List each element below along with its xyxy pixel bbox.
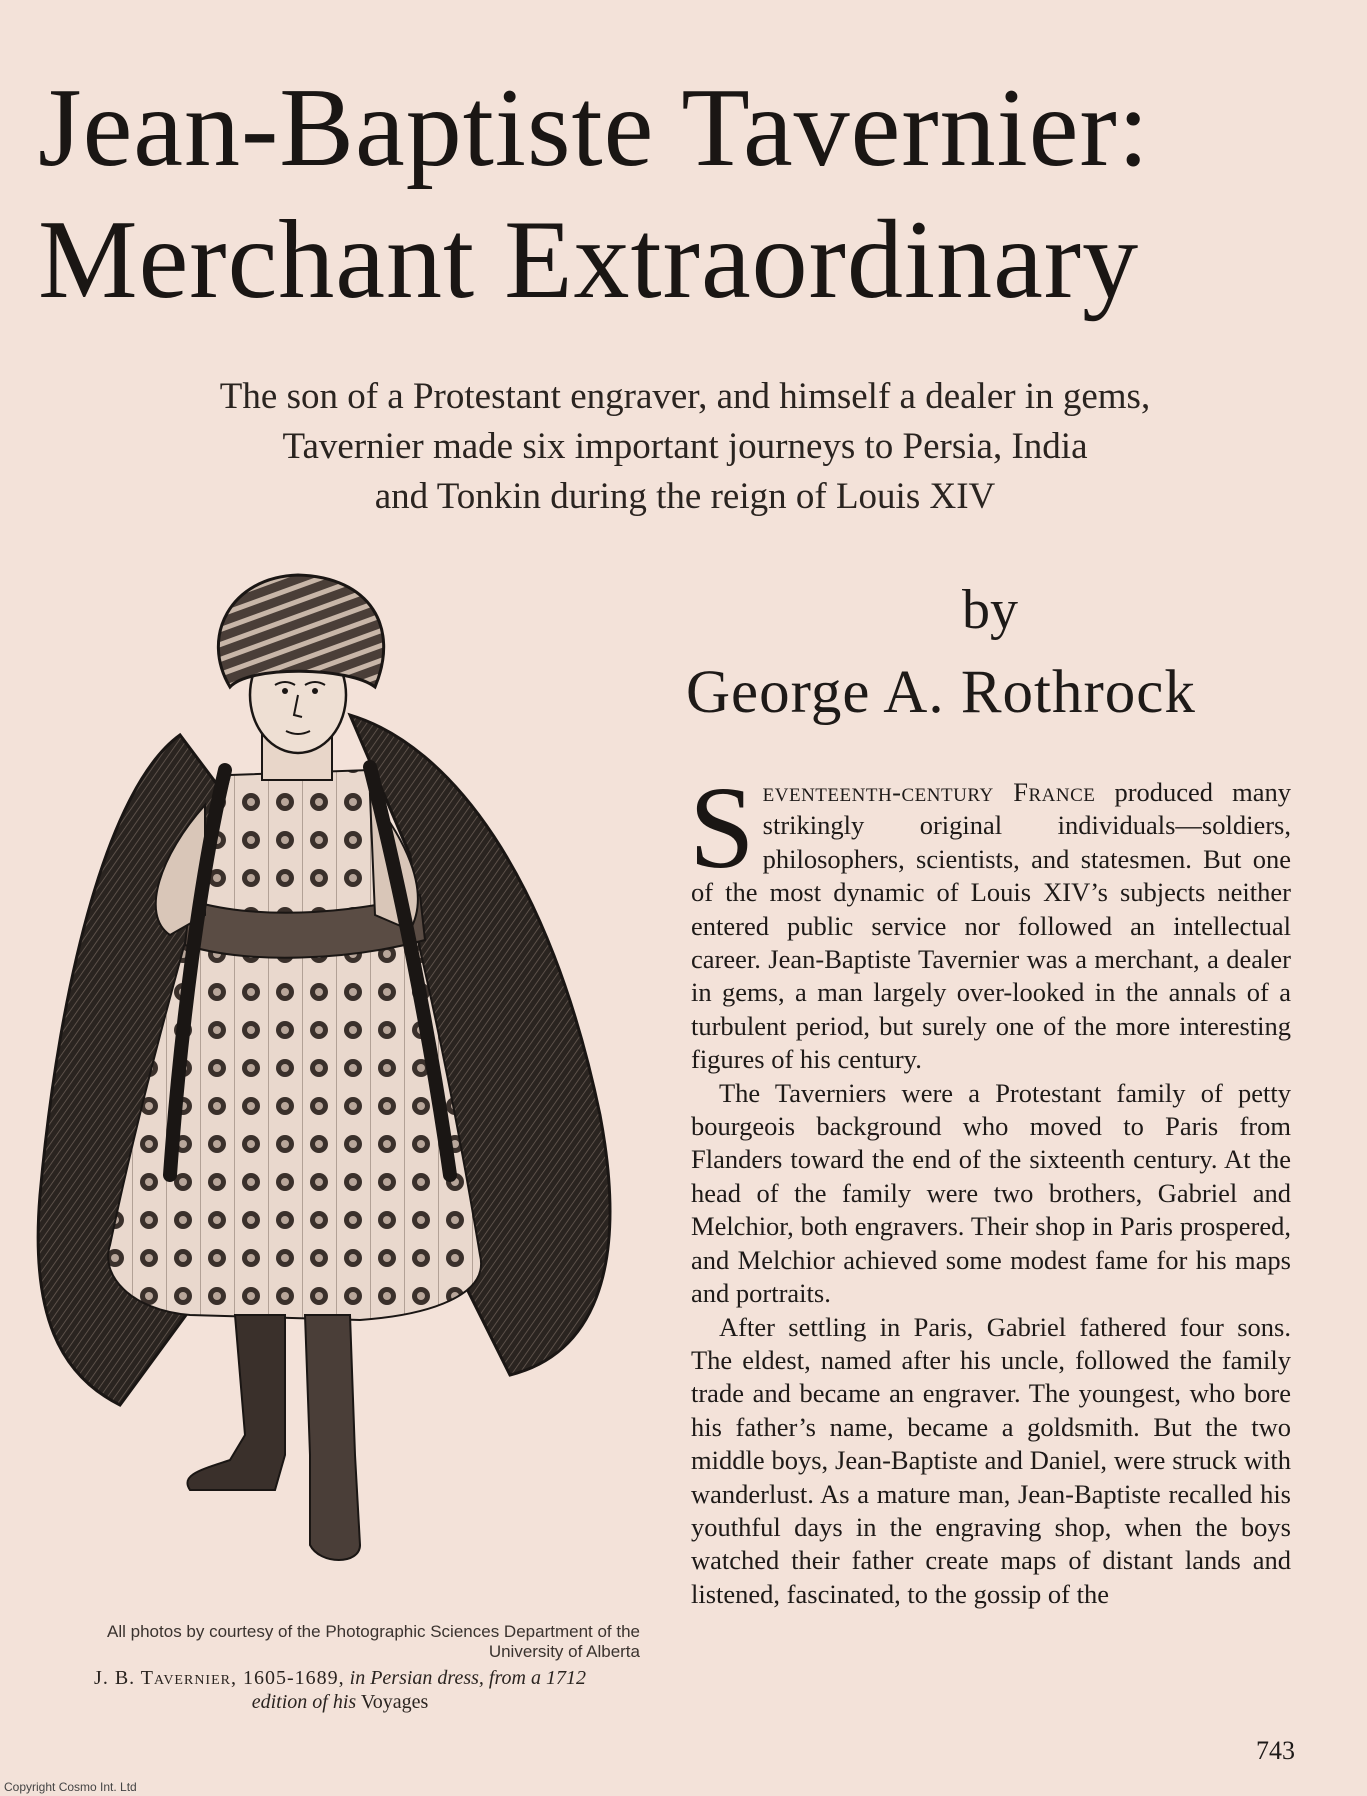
author-name: George A. Rothrock	[686, 659, 1196, 726]
byline-by: by	[962, 579, 1018, 641]
article-title	[38, 62, 1338, 326]
caption-italic-2: edition of his	[251, 1691, 357, 1713]
page-number: 743	[1256, 1736, 1295, 1765]
title-line-2: Merchant Extraordinary	[38, 198, 1140, 322]
subtitle-line-2: Tavernier made six important journeys to Persia, India	[282, 426, 1088, 467]
copyright-notice: Copyright Cosmo Int. Ltd	[4, 1780, 137, 1794]
paragraph-3: After settling in Paris, Gabriel fathered four sons. The eldest, named after his uncle, followed the family trade and became an engraver. The youngest, who bore his father’s name, became a goldsmith. But the two middle boys, Jean-Baptiste and Daniel, were struck with wanderlust. As a mature man, Jean-Baptiste recalled his youthful days in the engraving shop, when the boys watched their father create maps of distant lands and listened, fascinated, to the gossip of the	[691, 1311, 1291, 1609]
article-subtitle	[60, 372, 1310, 522]
photo-credit	[40, 1622, 640, 1662]
paragraph-1	[689, 762, 1291, 1077]
subtitle-line-3: and Tonkin during the reign of Louis XIV	[374, 476, 996, 517]
title-line-1: Jean-Baptiste Tavernier:	[38, 66, 1150, 190]
drop-cap: S	[689, 762, 755, 893]
figure-caption	[40, 1666, 640, 1714]
article-body	[689, 762, 1291, 1611]
caption-work: Voyages	[360, 1691, 429, 1713]
paragraph-2: The Taverniers were a Protestant family of petty bourgeois background who moved to Paris from Flanders toward the end of the sixteenth century. At the head of the family were two brothers, Gabriel and Melchior, both engravers. Their shop in Paris prospered, and Melchior achieved some modest fame for his maps and portraits.	[691, 1077, 1291, 1309]
photo-credit-line-1: All photos by courtesy of the Photographic Sciences Department of the	[107, 1622, 640, 1641]
caption-italic-1: in Persian dress, from a 1712	[349, 1667, 586, 1689]
opening-small-caps: eventeenth-century France	[762, 777, 1096, 807]
subtitle-line-1: The son of a Protestant engraver, and himself a dealer in gems,	[219, 376, 1151, 417]
caption-name: J. B. Tavernier, 1605-1689,	[94, 1667, 345, 1689]
paragraph-1-text: produced many strikingly original individuals—soldiers, philosophers, scientists, and statesmen. But one of the most dynamic of Louis XIV’s subjects neither entered public service nor followed an intellectual career. Jean-Baptiste Tavernier was a merchant, a dealer in gems, a man largely over-looked in the annals of a turbulent period, but surely one of the more interesting figures of his century.	[691, 777, 1291, 1075]
portrait-engraving	[30, 555, 650, 1615]
photo-credit-line-2: University of Alberta	[488, 1642, 640, 1661]
